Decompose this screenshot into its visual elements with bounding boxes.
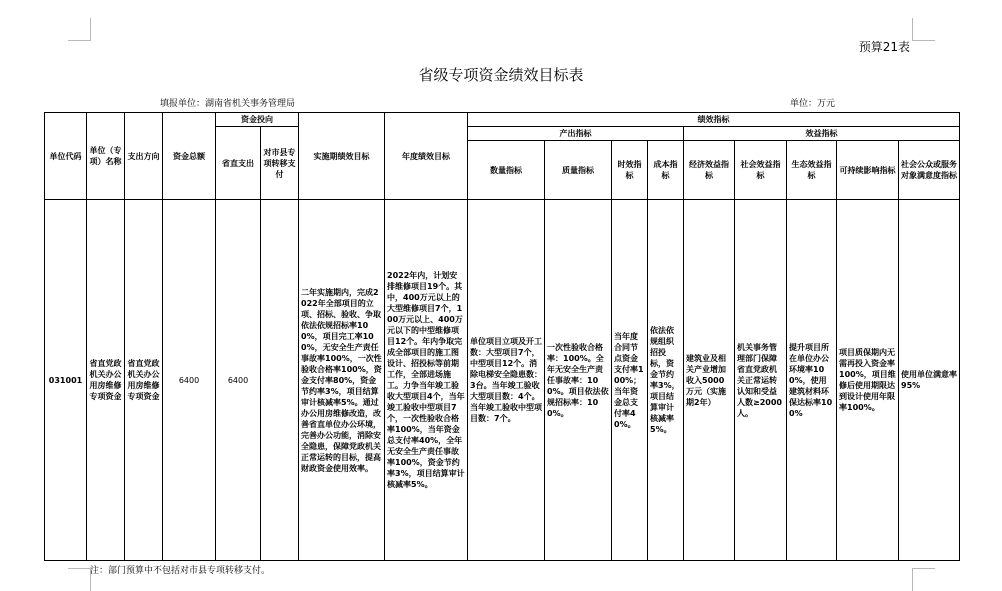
header-row-1	[45, 113, 960, 127]
header-annual-goal: 年度绩效目标	[385, 113, 468, 200]
header-economic: 经济效益指标	[684, 141, 735, 200]
crop-mark-top-left	[68, 18, 91, 41]
cell-total: 6400	[163, 200, 216, 561]
header-direction: 支出方向	[125, 113, 163, 200]
currency-unit-label: 单位：万元	[790, 99, 836, 109]
cell-annual-goal: 2022年内，计划安排维修项目19个。其中，400万元以上的大型维修项目7个，100万元以上、400万元以下的中型维修项目12个。年内争取完成全部项目的施工图设计、招投标等前期工作，全部进场施工。力争当年竣工验收大型项目4个，当年竣工验收中型项目7个，一次性验收合格率100%，当年资金总支付率40%，全年无安全生产责任事故率100%，资金节约率3%，项目结算审计核减率5%。	[385, 200, 468, 561]
crop-mark-bottom-right	[912, 568, 935, 591]
cell-quantity: 单位项目立项及开工数：大型项目7个，中型项目12个。消除电梯安全隐患数：3台。当年竣工验收大型项目数：4个。当年竣工验收中型项目数：7个。	[468, 200, 545, 561]
cell-provincial: 6400	[216, 200, 261, 561]
cell-eco: 提升项目所在单位办公环境率100%，使用建筑材料环保达标率100%	[787, 200, 837, 561]
header-total: 资金总额	[163, 113, 216, 200]
header-quantity: 数量指标	[468, 141, 545, 200]
cell-cost: 依法依规组织招投标，资金节约率3%，项目结算审计核减率5%。	[648, 200, 684, 561]
performance-target-table	[44, 112, 960, 561]
cell-direction: 省直党政机关办公用房维修专项资金	[125, 200, 163, 561]
header-sustain: 可持续影响指标	[837, 141, 899, 200]
cell-timeliness: 当年度合同节点资金支付率100%；当年资金总支付率40%。	[612, 200, 648, 561]
header-provincial: 省直支出	[216, 127, 261, 200]
header-unit-name: 单位（专项）名称	[87, 113, 125, 200]
cell-unit-name: 省直党政机关办公用房维修专项资金	[87, 200, 125, 561]
header-social: 社会效益指标	[735, 141, 787, 200]
cell-sustain: 项目质保期内无需再投入资金率100%，项目维修后使用期限达到设计使用年限率100%。	[837, 200, 899, 561]
header-county-transfer: 对市县专项转移支付	[261, 127, 299, 200]
budget-table-number: 预算21表	[858, 40, 910, 54]
header-cost: 成本指标	[648, 141, 684, 200]
cell-satisfaction: 使用单位满意率95%	[899, 200, 960, 561]
header-output: 产出指标	[468, 127, 684, 141]
cell-quality: 一次性验收合格率：100%。全年无安全生产责任事故率：100%。项目依法依规招标率：100%。	[545, 200, 612, 561]
header-eco: 生态效益指标	[787, 141, 837, 200]
header-timeliness: 时效指标	[612, 141, 648, 200]
header-indicators: 绩效指标	[468, 113, 960, 127]
header-quality: 质量指标	[545, 141, 612, 200]
data-row	[45, 200, 960, 561]
crop-mark-bottom-left	[68, 568, 91, 591]
fill-unit-label: 填报单位：湖南省机关事务管理局	[160, 99, 296, 109]
page-title: 省级专项资金绩效目标表	[418, 66, 584, 84]
header-impl-goal: 实施期绩效目标	[299, 113, 385, 200]
header-satisfaction: 社会公众或服务对象满意度指标	[899, 141, 960, 200]
cell-impl-goal: 二年实施期内，完成2022年全部项目的立项、招标、验收、争取依法依规招标率100%，项目完工率100%，无安全生产责任事故率100%，一次性验收合格率100%，资金支付率80%，资金节约率3%，项目结算审计核减率5%。通过办公用房维修改造，改善省直单位办公环境，完善办公功能，消除安全隐患，保障党政机关正常运转的目标，提高财政资金使用效率。	[299, 200, 385, 561]
cell-county-transfer	[261, 200, 299, 561]
footnote: 注：部门预算中不包括对市县专项转移支付。	[90, 566, 271, 576]
crop-mark-top-right	[912, 18, 935, 41]
cell-social: 机关事务管理部门保障省直党政机关正常运转认知和受益人数≥2000人。	[735, 200, 787, 561]
cell-unit-code: 031001	[45, 200, 87, 561]
header-benefit: 效益指标	[684, 127, 960, 141]
cell-economic: 建筑业及相关产业增加收入5000万元（实施期2年）	[684, 200, 735, 561]
header-fund-flow: 资金投向	[216, 113, 299, 127]
header-unit-code: 单位代码	[45, 113, 87, 200]
